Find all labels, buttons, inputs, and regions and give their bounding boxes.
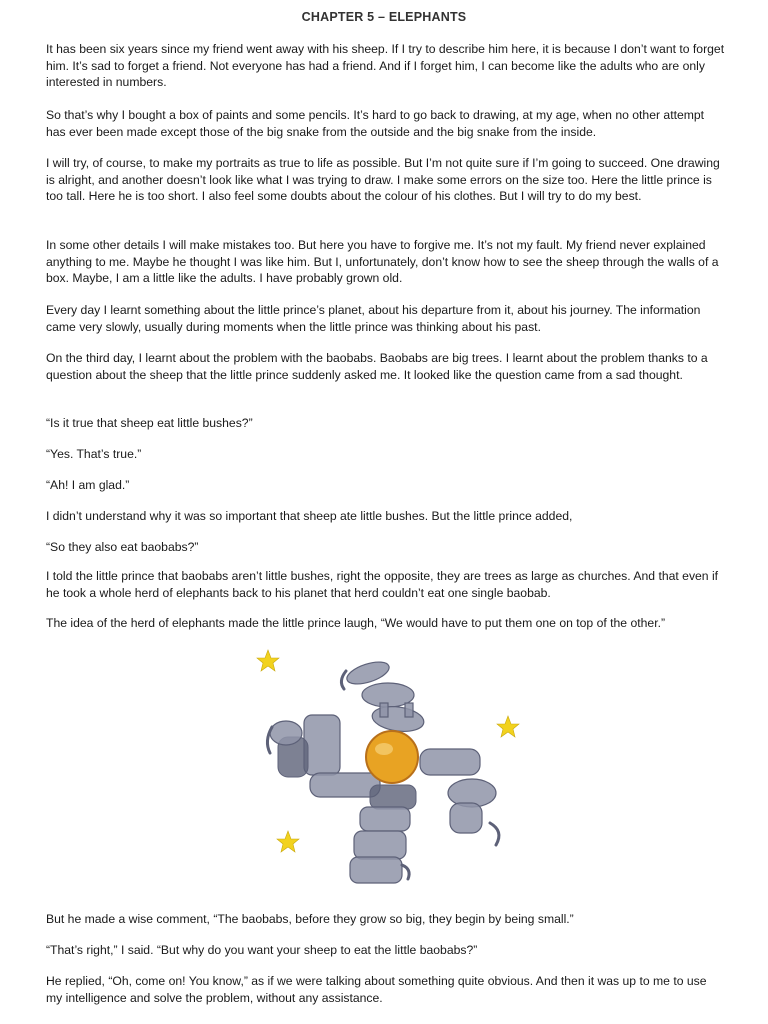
star-icon <box>257 650 279 671</box>
paragraph-2: So that’s why I bought a box of paints and some pencils. It’s hard to go back to drawing, at my age, when no other attempt has ever been made except those of the big snake from the outside and the big snake from the inside. <box>46 108 705 139</box>
star-icon <box>277 831 299 852</box>
dialogue-line-3: “Ah! I am glad.” <box>46 478 130 492</box>
elephant-stack-bottom <box>350 785 416 883</box>
dialogue-line-2: “Yes. That’s true.” <box>46 447 142 461</box>
paragraph-3: I will try, of course, to make my portraits as true to life as possible. But I’m not quite sure if I’m going to succeed. One drawing is alright, and another doesn’t look like what I was trying to draw. I make some errors on the size too. Here the little prince is too tall. Here he is too short. I also feel some doubts about the colour of his clothes. But I will try to do my best. <box>46 156 720 204</box>
dialogue-line-4: “So they also eat baobabs?” <box>46 540 199 554</box>
paragraph-12: He replied, “Oh, come on! You know,” as if we were talking about something quite obvious. And then it was up to me to use my intelligence and solve the problem, without any assistance. <box>46 974 707 1005</box>
paragraph-6: On the third day, I learnt about the problem with the baobabs. Baobabs are big trees. I learnt about the problem thanks to a question about the sheep that the little prince suddenly asked me. It looked like the question came from a sad thought. <box>46 351 708 382</box>
paragraph-8: I told the little prince that baobabs aren’t little bushes, right the opposite, they are trees as large as churches. And that even if he took a whole herd of elephants back to his planet that herd couldn’t eat one single baobab. <box>46 569 719 600</box>
elephant-stack-top <box>341 658 425 735</box>
elephant-stack-right <box>420 749 499 845</box>
paragraph-9: The idea of the herd of elephants made the little prince laugh, “We would have to put them one on top of the other.” <box>46 616 666 630</box>
elephant-stack-left <box>267 715 380 797</box>
paragraph-10: But he made a wise comment, “The baobabs, before they grow so big, they begin by being small.” <box>46 912 574 926</box>
paragraph-7: I didn’t understand why it was so important that sheep ate little bushes. But the little prince added, <box>46 509 573 523</box>
planet <box>366 731 418 783</box>
paragraph-4: In some other details I will make mistakes too. But here you have to forgive me. It’s not my fault. My friend never explained anything to me. Maybe he thought I was like him. But I, unfortunately, don’t know how to see the sheep through the walls of a box. Maybe, I am a little like the adults. I have probably grown old. <box>46 238 719 286</box>
chapter-title: CHAPTER 5 – ELEPHANTS <box>301 10 467 24</box>
paragraph-1: It has been six years since my friend went away with his sheep. If I try to describe him here, it is because I don’t want to forget him. It’s sad to forget a friend. Not everyone has had a friend. And if I forget him, I can become like the adults who are only interested in numbers. <box>46 42 725 90</box>
paragraph-11: “That’s right,” I said. “But why do you want your sheep to eat the little baobabs?” <box>46 943 478 957</box>
paragraph-5: Every day I learnt something about the little prince’s planet, about his departure from it, about his journey. The information came very slowly, usually during moments when the little prince was thinking about his past. <box>46 303 701 334</box>
elephants-on-planet-illustration <box>250 645 530 895</box>
star-icon <box>497 716 519 737</box>
dialogue-line-1: “Is it true that sheep eat little bushes?” <box>46 416 253 430</box>
